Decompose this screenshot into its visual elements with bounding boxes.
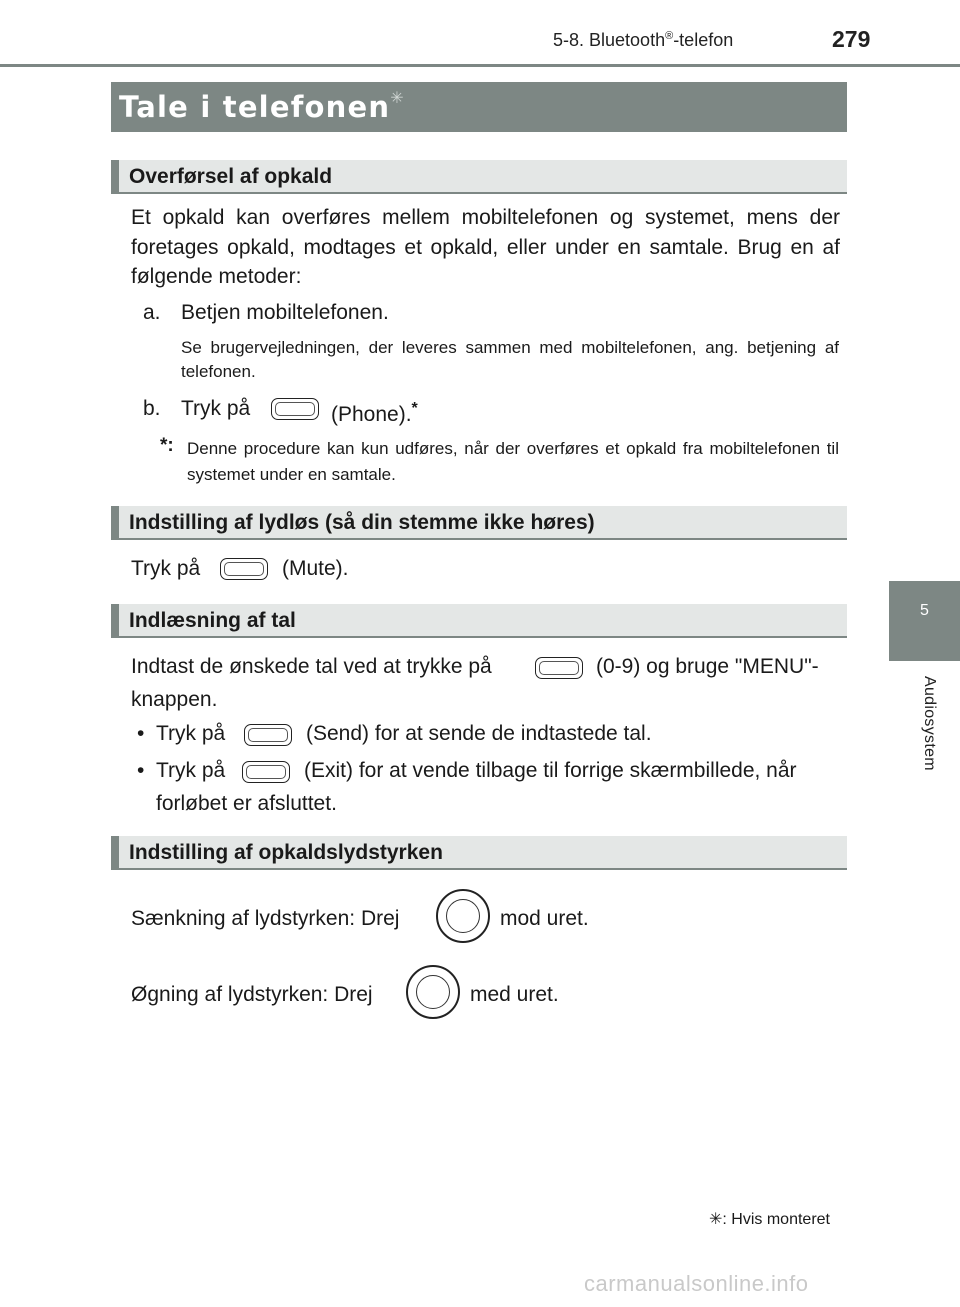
section-heading-transfer [111, 160, 847, 194]
footnote [709, 1209, 830, 1229]
optional-equipment-mark: ✳ [390, 88, 405, 107]
item-b-post [331, 394, 418, 429]
bullet-1-post: (Send) for at sende de indtastede tal. [306, 722, 652, 745]
volume-knob-icon [436, 889, 490, 943]
header-divider [0, 64, 960, 67]
item-b-pre: Tryk på [181, 397, 251, 420]
digits-line1-pre: Indtast de ønskede tal ved at trykke på [131, 655, 492, 678]
volume-down-pre: Sænkning af lydstyrken: Drej [131, 907, 400, 930]
bullet-1-dot: • [137, 722, 145, 745]
chapter-tab [889, 581, 960, 661]
header-section-prefix: 5-8. Bluetooth [553, 30, 666, 50]
page-title [119, 88, 405, 124]
section-heading-digits [111, 604, 847, 638]
item-b-post-text: (Phone). [331, 403, 412, 426]
registered-mark: ® [665, 30, 674, 42]
page-number: 279 [832, 26, 871, 52]
footnote-text: : Hvis monteret [722, 1211, 830, 1228]
header-section-suffix: -telefon [673, 30, 734, 50]
bullet-2-pre: Tryk på [156, 759, 226, 782]
section-heading-volume [111, 836, 847, 870]
page-title-text: Tale i telefonen [119, 90, 391, 124]
send-button-icon [244, 724, 292, 746]
section-heading-text: Indstilling af opkaldslydstyrken [129, 841, 443, 864]
bullet-2-dot: • [137, 759, 145, 782]
transfer-intro: Et opkald kan overføres mellem mobiltelefonen og systemet, mens der foretages opkald, modtages et opkald, eller under en samtale. Brug en af følgende metoder: [131, 206, 840, 288]
item-b-label: b. [143, 397, 161, 420]
volume-up-post: med uret. [470, 983, 559, 1006]
mute-pre: Tryk på [131, 557, 201, 580]
optional-equipment-mark: ✳ [709, 1211, 723, 1228]
exit-button-icon [242, 761, 290, 783]
volume-up-pre: Øgning af lydstyrken: Drej [131, 983, 373, 1006]
header-section-title [553, 30, 733, 51]
bullet-1-pre: Tryk på [156, 722, 226, 745]
volume-down-post: mod uret. [500, 907, 589, 930]
digit-button-icon [535, 657, 583, 679]
digits-line1-post: (0-9) og bruge "MENU"- [596, 655, 819, 678]
section-heading-text: Indlæsning af tal [129, 609, 296, 632]
bullet-2-line2: forløbet er afsluttet. [156, 792, 337, 815]
mute-button-icon [220, 558, 268, 580]
volume-knob-icon [406, 965, 460, 1019]
chapter-tab-label: Audiosystem [921, 676, 938, 771]
watermark: carmanualsonline.info [584, 1271, 809, 1296]
item-a-text: Betjen mobiltelefonen. [181, 301, 389, 324]
chapter-tab-number: 5 [920, 602, 929, 619]
item-b-star: * [411, 400, 418, 417]
phone-button-icon [271, 398, 319, 420]
item-a-label: a. [143, 301, 161, 324]
section-heading-mute [111, 506, 847, 540]
section-heading-text: Indstilling af lydløs (så din stemme ikke høres) [129, 511, 595, 534]
star-note-text: Denne procedure kan kun udføres, når der overføres et opkald fra mobiltelefonen til systemet under en samtale. [187, 439, 839, 484]
star-note-mark: *: [160, 435, 174, 456]
mute-post: (Mute). [282, 557, 349, 580]
section-heading-text: Overførsel af opkald [129, 165, 333, 188]
digits-line2: knappen. [131, 688, 218, 711]
bullet-2-post: (Exit) for at vende tilbage til forrige skærmbillede, når [304, 759, 797, 782]
item-a-note: Se brugervejledningen, der leveres sammen med mobiltelefonen, ang. betjening af telefonen. [181, 338, 839, 381]
